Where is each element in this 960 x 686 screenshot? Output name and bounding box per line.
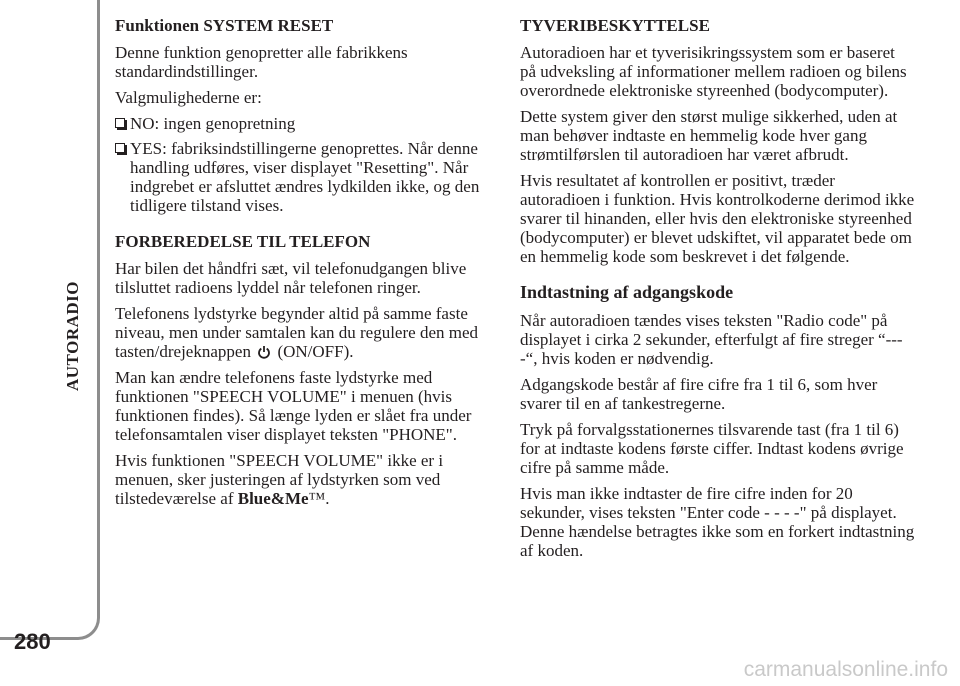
paragraph: Telefonens lydstyrke begynder altid på samme faste niveau, men under samtalen kan du regulere den med tasten/drejeknappen (ON/OFF). bbox=[115, 304, 479, 361]
checkbox-bullet-icon bbox=[115, 118, 125, 128]
paragraph: Denne funktion genopretter alle fabrikkens standardindstillinger. bbox=[115, 43, 408, 81]
system-reset-title: Funktionen SYSTEM RESET bbox=[115, 16, 334, 35]
watermark: carmanualsonline.info bbox=[743, 658, 948, 681]
power-icon bbox=[257, 345, 271, 359]
paragraph: Man kan ændre telefonens faste lydstyrke med funktionen "SPEECH VOLUME" i menuen (hvis funktionen findes). Så længe lyden er slået fra under telefonsamtalen viser displayet teksten "PHONE". bbox=[115, 368, 472, 444]
telephone-title: FORBEREDELSE TIL TELEFON bbox=[115, 232, 371, 251]
page-number: 280 bbox=[14, 629, 51, 654]
bluetooth-brand: Blue&Me bbox=[237, 489, 309, 508]
list-item bbox=[115, 114, 500, 133]
paragraph: Valgmulighederne er: bbox=[115, 88, 262, 107]
list-item bbox=[115, 139, 500, 215]
anti-theft-title: TYVERIBESKYTTELSE bbox=[520, 16, 710, 35]
paragraph: Har bilen det håndfri sæt, vil telefonudgangen blive tilsluttet radioens lyddel når telefonen ringer. bbox=[115, 259, 467, 297]
paragraph: Hvis man ikke indtaster de fire cifre inden for 20 sekunder, vises teksten "Enter code - - - -" på displayet. Denne hændelse betragtes ikke som en forkert indtastning af koden. bbox=[520, 484, 915, 560]
section-label: AUTORADIO bbox=[63, 281, 82, 391]
paragraph: Dette system giver den størst mulige sikkerhed, uden at man behøver indtaste en hemmelig kode hver gang strømtilførslen til autoradioen har været afbrudt. bbox=[520, 107, 898, 164]
paragraph: Hvis funktionen "SPEECH VOLUME" ikke er i menuen, sker justeringen af lydstyrken som ved tilstedeværelse af Blue&Me™. bbox=[115, 451, 444, 508]
list-item-text: YES: fabriksindstillingerne genoprettes. Når denne handling udføres, viser displayet "Resetting". Når indgrebet er afsluttet ændres lydkilden ikke, og den tidligere tilstand vises. bbox=[130, 139, 480, 215]
checkbox-bullet-icon bbox=[115, 143, 125, 153]
paragraph: Autoradioen har et tyverisikringssystem som er baseret på udveksling af informationer mellem radioen og bilens overordnede elektroniske styreenhed (bodycomputer). bbox=[520, 43, 907, 100]
list-item-text: NO: ingen genopretning bbox=[130, 114, 296, 133]
right-column bbox=[520, 16, 915, 567]
paragraph: Tryk på forvalgsstationernes tilsvarende tast (fra 1 til 6) for at indtaste kodens første ciffer. Indtast kodens øvrige cifre på samme måde. bbox=[520, 420, 904, 477]
side-tab bbox=[0, 0, 100, 640]
paragraph: Når autoradioen tændes vises teksten "Radio code" på displayet i cirka 2 sekunder, efterfulgt af fire streger “----“, hvis koden er nødvendig. bbox=[520, 311, 903, 368]
paragraph: Adgangskode består af fire cifre fra 1 til 6, som hver svarer til en af tankestregerne. bbox=[520, 375, 878, 413]
left-column bbox=[115, 16, 500, 515]
code-entry-title: Indtastning af adgangskode bbox=[520, 282, 734, 302]
paragraph: Hvis resultatet af kontrollen er positivt, træder autoradioen i funktion. Hvis kontrolkoderne derimod ikke svarer til hinanden, eller hvis den elektroniske styreenhed (bodycomputer) er blevet udskiftet, vil apparatet bede om en hemmelig kode som beskrevet i det følgende. bbox=[520, 171, 915, 266]
